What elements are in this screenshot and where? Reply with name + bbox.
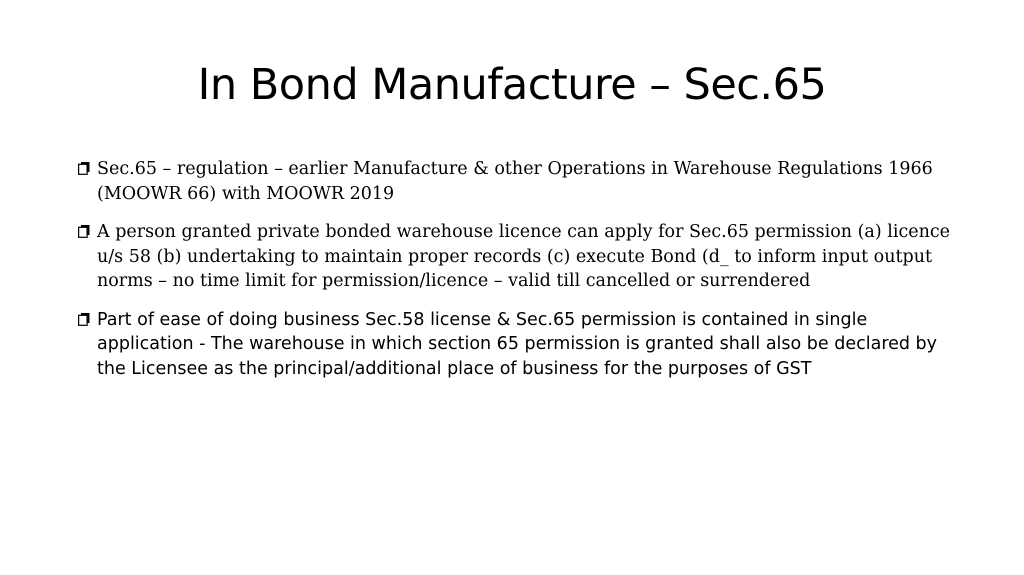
checkbox-square-icon [78, 224, 90, 238]
bullet-list [78, 157, 958, 395]
slide-title: In Bond Manufacture – Sec.65 [197, 60, 827, 110]
bullet-text: Sec.65 – regulation – earlier Manufacture & other Operations in Warehouse Regulations 1966 (MOOWR 66) with MOOWR 2019 [97, 159, 933, 204]
bullet-item [78, 308, 958, 382]
bullet-item [78, 220, 958, 294]
checkbox-square-icon [78, 312, 90, 326]
checkbox-square-icon [78, 161, 90, 175]
bullet-text: Part of ease of doing business Sec.58 license & Sec.65 permission is contained in single application - The warehouse in which section 65 permission is granted shall also be declared by the Licensee as the principal/additional place of business for the purposes of GST [97, 309, 938, 379]
bullet-item [78, 157, 958, 206]
bullet-text: A person granted private bonded warehouse licence can apply for Sec.65 permission (a) licence u/s 58 (b) undertaking to maintain proper records (c) execute Bond (d_ to inform input output norms – no time limit for permission/licence – valid till cancelled or surrendered [97, 222, 951, 291]
